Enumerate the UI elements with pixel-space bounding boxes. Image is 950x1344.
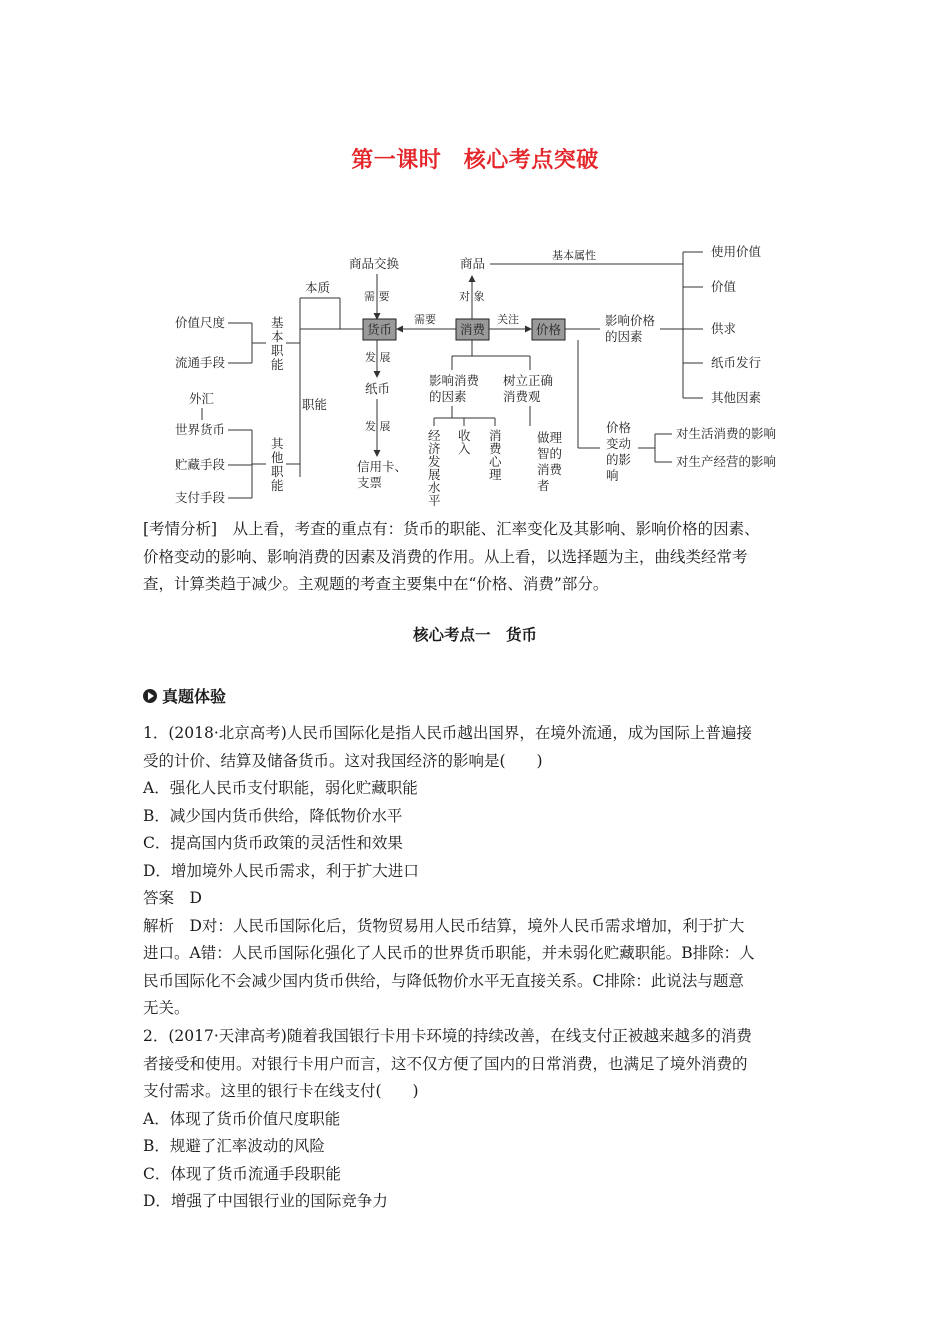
svg-text:消: 消 <box>489 428 502 443</box>
label-fazhan-2: 发 展 <box>365 420 391 433</box>
vtext-xinli <box>489 428 502 482</box>
option-a: A．强化人民币支付职能，弱化贮藏职能 <box>143 779 418 797</box>
svg-text:基: 基 <box>271 315 284 330</box>
label-jiage-biandong-2: 的影 <box>606 452 632 467</box>
vtext-zuoli <box>537 430 563 493</box>
label-shuli-1: 树立正确 <box>503 373 554 388</box>
explanation-line: 无关。 <box>143 999 190 1017</box>
label-benzhi: 本质 <box>305 280 331 295</box>
subtitle: 核心考点一 货币 <box>412 626 537 644</box>
svg-text:费: 费 <box>489 441 502 456</box>
label-xuyao-2: 需要 <box>414 313 436 326</box>
label-xuyao-1: 需 要 <box>364 290 390 303</box>
exam-analysis: [考情分析] 从上看，考查的重点有：货币的职能、汇率变化及其影响、影响价格的因素、 价格变动的影响、影响消费的因素及消费的作用。从上看，以选择题为主，曲线类经常考 查，计算类趋于减少。主观题的考查主要集中在“价格、消费”部分。 <box>143 520 760 593</box>
label-zhucang-shouduan: 贮藏手段 <box>175 457 226 472</box>
svg-text:本: 本 <box>271 329 284 344</box>
label-jiage-biandong-3: 响 <box>606 468 619 483</box>
explanation-line: 解析 D对：人民币国际化后，货物贸易用人民币结算，境外人民币需求增加，利于扩大 <box>143 916 745 935</box>
label-duixiang: 对 象 <box>459 290 485 303</box>
label-gongqiu: 供求 <box>711 321 737 336</box>
label-xiaofei: 消费 <box>460 322 486 337</box>
vtext-qita-zhineng <box>271 436 284 493</box>
option-d: D．增加境外人民币需求，利于扩大进口 <box>143 861 419 880</box>
label-jiage-biandong-0: 价格 <box>606 420 632 435</box>
svg-text:心: 心 <box>489 454 502 469</box>
answer: 答案 D <box>143 889 202 907</box>
svg-text:做理: 做理 <box>537 430 563 445</box>
play-circle-icon <box>143 689 157 703</box>
svg-text:他: 他 <box>271 450 284 465</box>
svg-text:发: 发 <box>428 454 441 469</box>
svg-text:职: 职 <box>271 343 284 358</box>
label-jiazhi-chidu: 价值尺度 <box>175 315 226 330</box>
svg-text:消费: 消费 <box>537 462 563 477</box>
svg-text:其: 其 <box>271 436 284 451</box>
label-zhineng: 职能 <box>302 397 328 412</box>
option-b: B．减少国内货币供给，降低物价水平 <box>143 806 403 825</box>
svg-text:能: 能 <box>271 357 284 372</box>
option-c: C．提高国内货币政策的灵活性和效果 <box>143 834 403 852</box>
explanation-line: 进口。A错：人民币国际化强化了人民币的世界货币职能，并未弱化贮藏职能。B排除：人 <box>143 944 755 962</box>
svg-text:展: 展 <box>428 467 441 482</box>
page-title: 第一课时 核心考点突破 <box>351 148 599 173</box>
svg-text:入: 入 <box>458 441 471 456</box>
label-zhifu-shouduan: 支付手段 <box>175 490 226 505</box>
explanation-line: 民币国际化不会减少国内货币供给，与降低物价水平无直接关系。C排除：此说法与题意 <box>143 971 744 990</box>
option-d: D．增强了中国银行业的国际竞争力 <box>143 1192 388 1210</box>
label-zhibi: 纸币 <box>365 381 391 396</box>
label-jiage-biandong-1: 变动 <box>606 436 632 451</box>
label-shiyong-jiazhi: 使用价值 <box>711 244 762 259</box>
label-dui-shengchan: 对生产经营的影响 <box>676 454 777 469</box>
label-yingxiang-xiaofei-1: 影响消费 <box>429 373 480 388</box>
question-1: 1．(2018·北京高考)人民币国际化是指人民币越出国界，在境外流通，成为国际上普遍接 受的计价、结算及储备货币。这对我国经济的影响是( ) A．强化人民币支付职能，弱化贮藏职能 B．减少国内货币供给，降低物价水平 C．提高国内货币政策的灵活性和效果 D．增加境外人民币需求，利于扩大进口 答案 D 解析 D对：人民币国际化后，货物贸易用人民币结算，境外人民币需求增加，利于扩大 进口。A错：人民币国际化强化了人民币的世界货币职能，并未弱化贮藏职能。B排除：人 民币国际化不会减少国内货币供给，与降低物价水平无直接关系。C排除：此说法与题意 无关。 <box>143 720 813 1023</box>
label-shangpin-jiaohuan: 商品交换 <box>349 256 400 271</box>
label-xinyongka-2: 支票 <box>357 475 383 490</box>
label-zhibi-faxing: 纸币发行 <box>711 355 762 370</box>
option-b: B．规避了汇率波动的风险 <box>143 1137 325 1155</box>
svg-text:能: 能 <box>271 478 284 493</box>
svg-text:水: 水 <box>428 480 441 495</box>
svg-text:者: 者 <box>537 478 550 493</box>
label-jiben-shuxing: 基本属性 <box>552 249 596 262</box>
label-liutong-shouduan: 流通手段 <box>175 355 226 370</box>
svg-text:职: 职 <box>271 464 284 479</box>
label-fazhan-1: 发 展 <box>365 351 391 364</box>
label-shuli-2: 消费观 <box>503 389 541 404</box>
vtext-jiben-zhineng <box>271 315 284 372</box>
label-jiazhi: 价值 <box>711 279 737 294</box>
vtext-jingji <box>428 428 441 508</box>
svg-text:济: 济 <box>428 441 441 456</box>
label-yingxiang-xiaofei-2: 的因素 <box>429 389 467 404</box>
label-xinyongka-1: 信用卡、 <box>357 459 408 474</box>
label-yingxiang-jiage-1: 影响价格 <box>605 313 656 328</box>
option-a: A．体现了货币价值尺度职能 <box>143 1109 341 1128</box>
svg-text:理: 理 <box>489 467 502 482</box>
svg-text:智的: 智的 <box>537 446 563 461</box>
question-2: 2．(2017·天津高考)随着我国银行卡用卡环境的持续改善，在线支付正被越来越多的消费 者接受和使用。对银行卡用户而言，这不仅方便了国内的日常消费，也满足了境外消费的 支付需求。这里的银行卡在线支付( ) A．体现了货币价值尺度职能 B．规避了汇率波动的风险 C．体现了货币流通手段职能 D．增强了中国银行业的国际竞争力 <box>143 1023 813 1216</box>
label-guanzhu: 关注 <box>497 313 519 326</box>
label-dui-shenghuo: 对生活消费的影响 <box>676 426 777 441</box>
svg-text:经: 经 <box>428 428 441 443</box>
svg-text:收: 收 <box>458 428 471 443</box>
label-shangpin: 商品 <box>460 256 486 271</box>
svg-text:平: 平 <box>428 493 441 508</box>
vtext-shouru <box>458 428 471 456</box>
option-c: C．体现了货币流通手段职能 <box>143 1164 341 1183</box>
label-qita-yinsu: 其他因素 <box>711 390 762 405</box>
knowledge-diagram <box>0 230 950 515</box>
label-huobi: 货币 <box>367 322 393 337</box>
section-heading: 真题体验 <box>143 684 226 707</box>
label-waihui: 外汇 <box>189 391 215 406</box>
label-jiage: 价格 <box>536 322 562 337</box>
label-shijie-huobi: 世界货币 <box>175 422 226 437</box>
label-yingxiang-jiage-2: 的因素 <box>605 329 643 344</box>
